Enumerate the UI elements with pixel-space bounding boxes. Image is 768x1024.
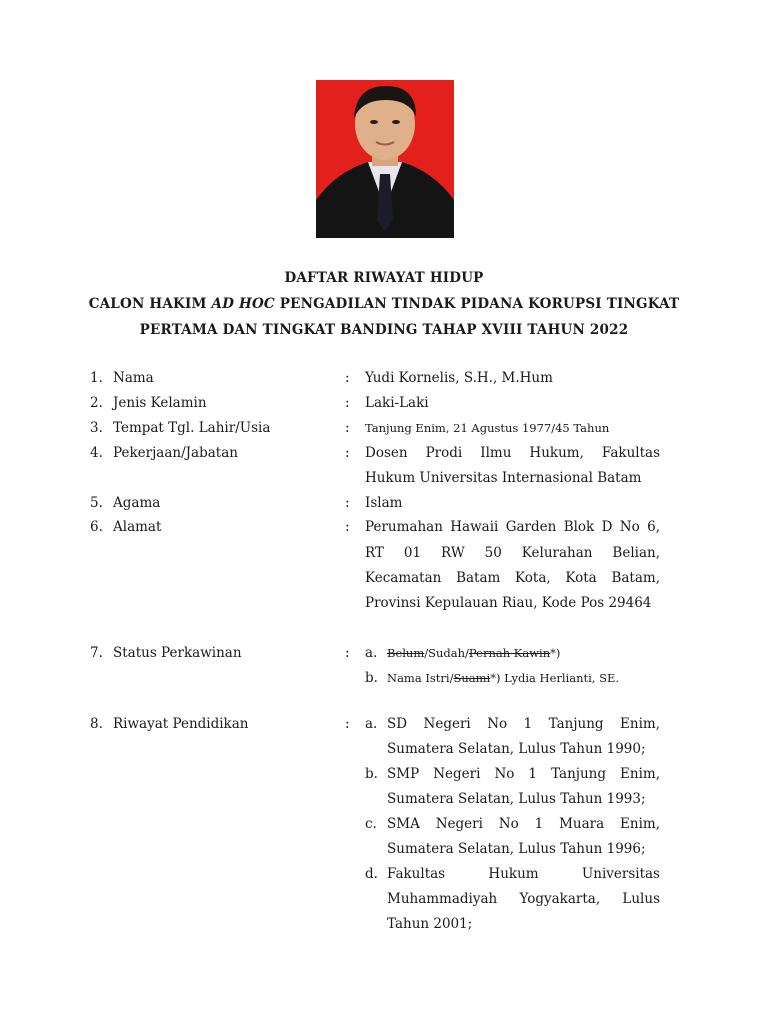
field-label: Tempat Tgl. Lahir/Usia — [113, 420, 271, 436]
education-line: SD Negeri No 1 Tanjung Enim, — [387, 716, 660, 732]
separator-colon: : — [345, 716, 350, 732]
field-value: Nama Istri/Suami*) Lydia Herlianti, SE. — [387, 671, 620, 685]
field-label: Alamat — [113, 519, 162, 535]
sub-item-letter: b. — [365, 766, 378, 782]
separator-colon: : — [345, 420, 350, 436]
field-value-line: Dosen Prodi Ilmu Hukum, Fakultas — [365, 445, 660, 461]
separator-colon: : — [345, 519, 350, 535]
struck-text: Suami — [453, 671, 491, 685]
separator-colon: : — [345, 395, 350, 411]
sub-item-letter: c. — [365, 816, 377, 832]
struck-text: Pernah Kawin — [468, 646, 551, 660]
item-number: 6. — [90, 519, 103, 535]
field-value: Belum/Sudah/Pernah Kawin*) — [387, 646, 561, 660]
field-label: Riwayat Pendidikan — [113, 716, 249, 732]
item-number: 7. — [90, 645, 103, 661]
field-value: Yudi Kornelis, S.H., M.Hum — [365, 370, 553, 386]
item-number: 1. — [90, 370, 103, 386]
field-value: Laki-Laki — [365, 395, 429, 411]
struck-text: Belum — [387, 646, 425, 660]
field-label: Pekerjaan/Jabatan — [113, 445, 238, 461]
field-value-line: Kecamatan Batam Kota, Kota Batam, — [365, 570, 660, 586]
separator-colon: : — [345, 370, 350, 386]
education-line: Muhammadiyah Yogyakarta, Lulus — [387, 891, 660, 907]
sub-item-letter: d. — [365, 866, 378, 882]
sub-item-letter: b. — [365, 670, 378, 686]
separator-colon: : — [345, 495, 350, 511]
education-line: Sumatera Selatan, Lulus Tahun 1993; — [387, 791, 646, 807]
education-line: SMA Negeri No 1 Muara Enim, — [387, 816, 660, 832]
sub-item-letter: a. — [365, 645, 378, 661]
item-number: 8. — [90, 716, 103, 732]
field-value-line: RT 01 RW 50 Kelurahan Belian, — [365, 545, 660, 561]
document-subtitle-line1: CALON HAKIM AD HOC PENGADILAN TINDAK PIDANA KORUPSI TINGKAT — [88, 296, 680, 312]
item-number: 4. — [90, 445, 103, 461]
field-label: Jenis Kelamin — [113, 395, 207, 411]
education-line: Fakultas Hukum Universitas — [387, 866, 660, 882]
education-line: Sumatera Selatan, Lulus Tahun 1990; — [387, 741, 646, 757]
field-value-line: Perumahan Hawaii Garden Blok D No 6, — [365, 519, 660, 535]
portrait-image — [316, 80, 454, 238]
education-line: Sumatera Selatan, Lulus Tahun 1996; — [387, 841, 646, 857]
field-value: Tanjung Enim, 21 Agustus 1977/45 Tahun — [365, 421, 610, 435]
field-label: Nama — [113, 370, 154, 386]
field-value: Islam — [365, 495, 403, 511]
education-line: SMP Negeri No 1 Tanjung Enim, — [387, 766, 660, 782]
document-subtitle-line2: PERTAMA DAN TINGKAT BANDING TAHAP XVIII TAHUN 2022 — [139, 322, 629, 338]
profile-photo — [316, 80, 454, 238]
field-value-line: Hukum Universitas Internasional Batam — [365, 470, 642, 486]
field-value-line: Provinsi Kepulauan Riau, Kode Pos 29464 — [365, 595, 652, 611]
field-label: Status Perkawinan — [113, 645, 242, 661]
item-number: 5. — [90, 495, 103, 511]
field-label: Agama — [113, 495, 161, 511]
document-title: DAFTAR RIWAYAT HIDUP — [284, 270, 484, 286]
education-line: Tahun 2001; — [387, 916, 473, 932]
sub-item-letter: a. — [365, 716, 378, 732]
item-number: 2. — [90, 395, 103, 411]
separator-colon: : — [345, 645, 350, 661]
item-number: 3. — [90, 420, 103, 436]
separator-colon: : — [345, 445, 350, 461]
